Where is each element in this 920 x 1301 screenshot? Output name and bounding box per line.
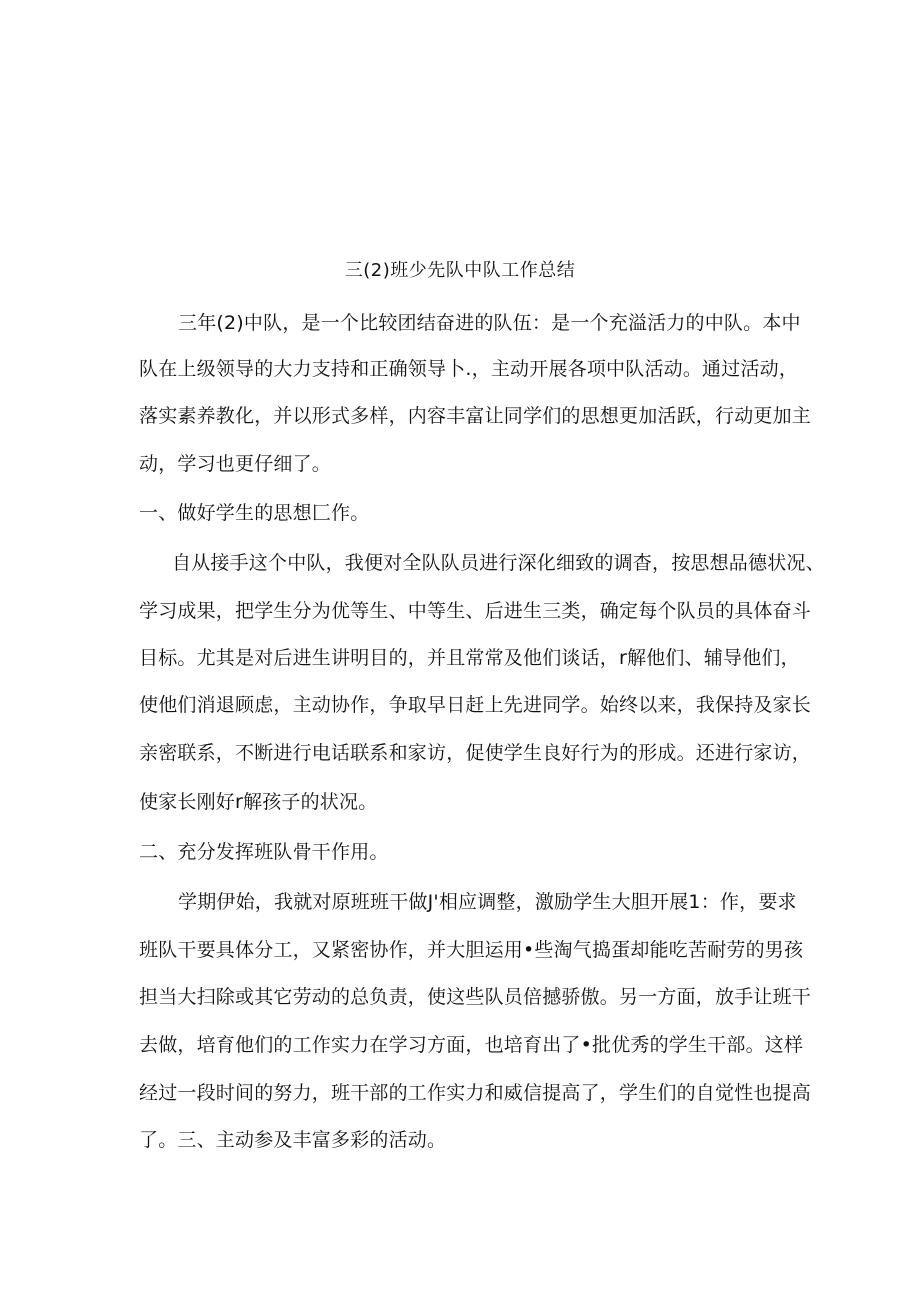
- paragraph-line: 去做，培育他们的工作实力在学习方面，也培育出了•批优秀的学生干部。这样: [139, 1034, 804, 1056]
- paragraph-line: 担当大扫除或其它劳动的总负责，使这些队员倍撼骄傲。另一方面，放手让班干: [139, 986, 812, 1008]
- section-heading: 二、充分发挥班队骨干作用。: [139, 841, 389, 863]
- paragraph-line: 学习成果，把学生分为优等生、中等生、后进生三类，确定每个队员的具体奋斗: [139, 600, 812, 622]
- paragraph-line: 了。三、主动参及丰富多彩的活动。: [139, 1129, 447, 1151]
- paragraph-line: 自从接手这个中队，我便对全队队员进行深化细致的调杳，按思想品德状况、: [172, 552, 825, 574]
- paragraph-line: 班队干要具体分工，又紧密协作，并大胆运用•些淘气捣蛋却能吃苦耐劳的男孩: [139, 939, 804, 961]
- paragraph-line: 亲密联系，不断进行电话联系和家访，促使学生良好行为的形成。还进行家访，: [139, 742, 812, 764]
- paragraph-line: 目标。尤其是对后进生讲明目的，并且常常及他们谈话，r解他们、辅导他们，: [139, 647, 800, 669]
- paragraph-line: 落实素养教化，并以形式多样，内容丰富让同学们的思想更加活跃，行动更加主: [139, 405, 812, 427]
- paragraph-line: 三年(2)中队，是一个比较团结奋进的队伍：是一个充溢活力的中队。本中: [178, 312, 801, 334]
- paragraph-line: 使家长刚好r解孩子的状况。: [139, 791, 378, 813]
- paragraph-line: 经过一段时间的努力，班干部的工作实力和威信提高了，学生们的自觉性也提高: [139, 1082, 812, 1104]
- paragraph-line: 使他们消退顾虑，主动协作，争取早日赶上先进同学。始终以来，我保持及家长: [139, 694, 812, 716]
- paragraph-line: 学期伊始，我就对原班班干做J'相应调整，激励学生大胆开展1：作，要求: [178, 891, 797, 913]
- paragraph-line: 队在上级领导的大力支持和正确领导卜.，主动开展各项中队活动。通过活动，: [139, 358, 799, 380]
- section-heading: 一、做好学生的思想匚作。: [139, 502, 370, 524]
- paragraph-line: 动，学习也更仔细了。: [139, 453, 332, 475]
- document-title: 三(2)班少先队中队工作总结: [344, 260, 576, 281]
